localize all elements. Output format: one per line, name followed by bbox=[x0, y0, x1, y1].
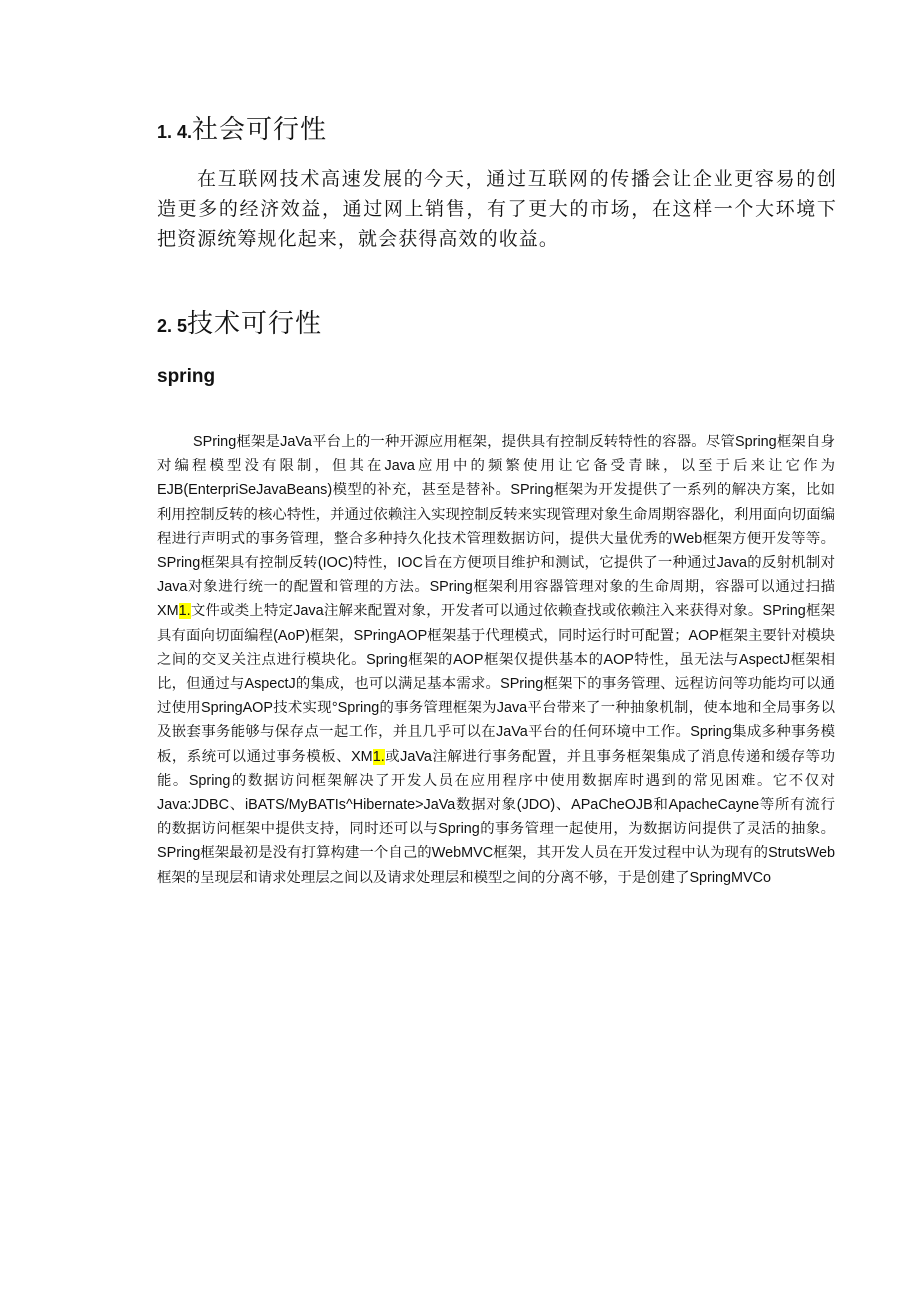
paragraph-text: 或JaVa注解进行事务配置，并且事务框架集成了消息传递和缓存等功能。Spring的数据访问框架解决了开发人员在应用程序中使用数据库时遇到的常见困难。它不仅对Java:JDBC、iBATS/MyBATIs^Hibernate>JaVa数据对象(JDO)、APaCheOJB和ApacheCayne等所有流行的数据访问框架中提供支持，同时还可以与Spring的事务管理一起使用，为数据访问提供了灵活的抽象。SPring框架最初是没有打算构建一个自己的WebMVC框架，其开发人员在开发过程中认为现有的StrutsWeb框架的呈现层和请求处理层之间以及请求处理层和模型之间的分离不够，于是创建了SpringMVCo bbox=[157, 748, 836, 886]
highlighted-text: 1. bbox=[372, 748, 385, 765]
section-heading-2 bbox=[157, 303, 322, 340]
section-title: 技术可行性 bbox=[187, 309, 323, 339]
subheading: spring bbox=[157, 366, 216, 387]
paragraph-text: SPring框架是JaVa平台上的一种开源应用框架，提供具有控制反转特性的容器。尽管Spring框架自身对编程模型没有限制，但其在Java应用中的频繁使用让它备受青睐，以至于后来让它作为EJB(EnterpriSeJavaBeans)模型的补充，甚至是替补。SPring框架为开发提供了一系列的解决方案，比如利用控制反转的核心特性，并通过依赖注入实现控制反转来实现管理对象生命周期容器化，利用面向切面编程进行声明式的事务管理，整合多种持久化技术管理数据访问，提供大量优秀的Web框架方便开发等等。SPring框架具有控制反转(IOC)特性，IOC旨在方便项目维护和测试，它提供了一种通过Java的反射机制对Java对象进行统一的配置和管理的方法。SPring框架利用容器管理对象的生命周期，容器可以通过扫描XM bbox=[157, 434, 835, 620]
section-heading-1 bbox=[157, 109, 327, 146]
body-paragraph bbox=[157, 430, 835, 890]
paragraph-text: 文件或类上特定Java注解来配置对象，开发者可以通过依赖查找或依赖注入来获得对象。SPring框架具有面向切面编程(AoP)框架，SPringAOP框架基于代理模式，同时运行时可配置；AOP框架主要针对模块之间的交叉关注点进行模块化。Spring框架的AOP框架仅提供基本的AOP特性，虽无法与AspectJ框架相比，但通过与AspectJ的集成，也可以满足基本需求。SPring框架下的事务管理、远程访问等功能均可以通过使用SpringAOP技术实现°Spring的事务管理框架为Java平台带来了一种抽象机制，使本地和全局事务以及嵌套事务能够与保存点一起工作，并且几乎可以在JaVa平台的任何环境中工作。Spring集成多种事务模板，系统可以通过事务模板、XM bbox=[157, 603, 835, 765]
section-number: 1. 4. bbox=[157, 122, 193, 142]
section-title: 社会可行性 bbox=[192, 115, 328, 145]
highlighted-text: 1. bbox=[178, 603, 191, 620]
body-paragraph: 在互联网技术高速发展的今天，通过互联网的传播会让企业更容易的创造更多的经济效益，通过网上销售，有了更大的市场，在这样一个大环境下把资源统筹规化起来，就会获得高效的收益。 bbox=[157, 168, 837, 250]
section-number: 2. 5 bbox=[157, 316, 188, 336]
